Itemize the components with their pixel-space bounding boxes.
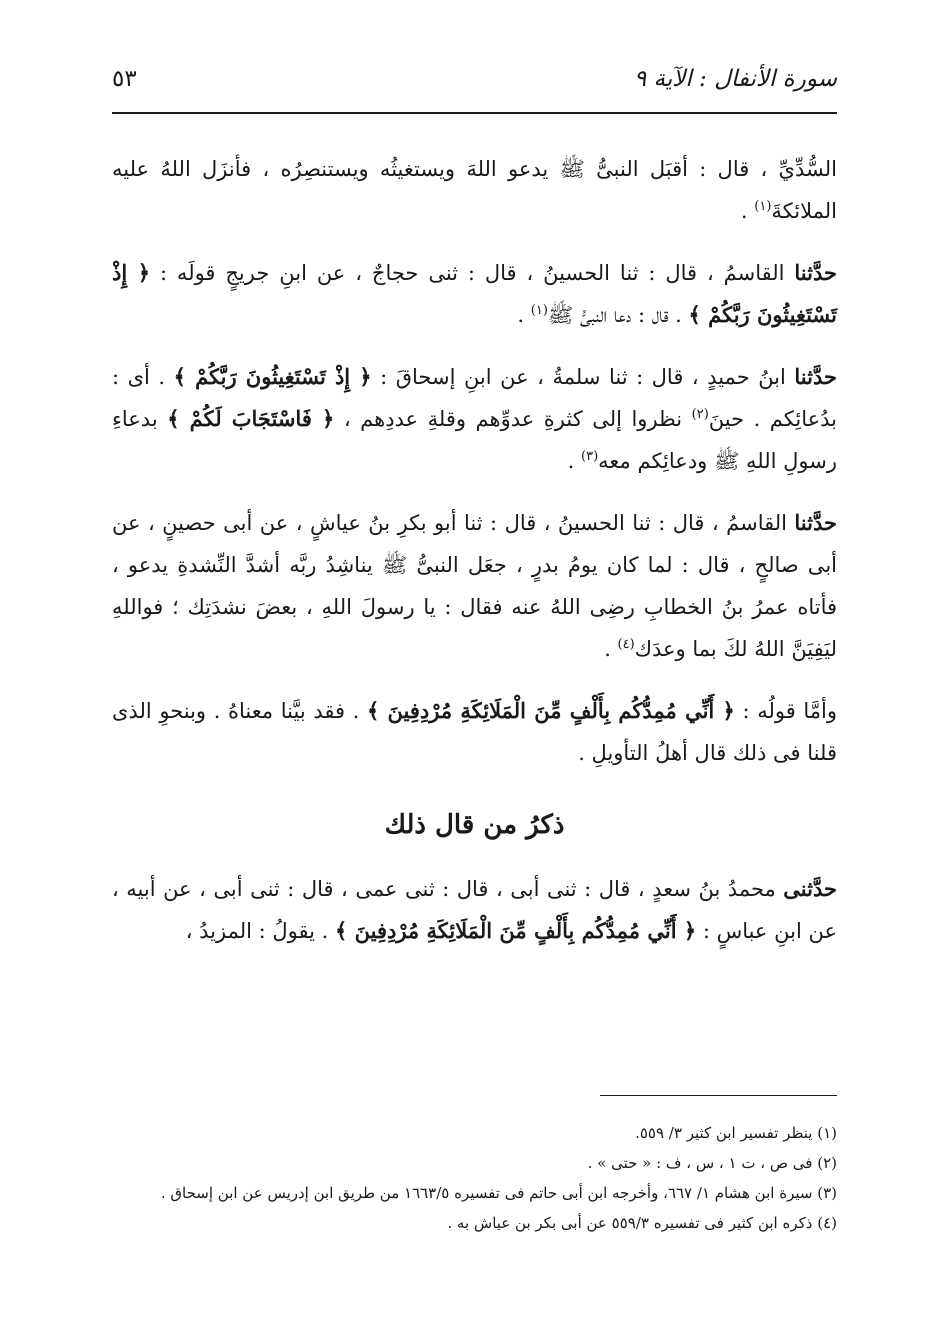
header-rule [112,112,837,114]
footnote-ref: (١) [530,303,548,318]
footnote-3: (٣) سيرة ابن هشام ١/ ٦٦٧، وأخرجه ابن أبى حاتم فى تفسيره ١٦٦٣/٥ من طريق ابن إدريس عن ابن إسحاق . [160,1184,837,1202]
isnad-lead: حدَّثنا [794,260,837,285]
footnote-4: (٤) ذكره ابن كثير فى تفسيره ٥٥٩/٣ عن أبى بكر بن عياش به . [447,1214,837,1232]
quran-quote: ﴿ إِذْ تَسْتَغِيثُونَ رَبَّكُمْ ﴾ [173,364,372,389]
footnote-ref: (٢) [691,407,709,422]
paragraph-text: السُّدِّيِّ ، قال : أقبَل النبىُّ ﷺ يدعو اللهَ ويستغيثُه ويستنصِرُه ، فأنزَل اللهُ عليه الملائكةَ [112,157,837,223]
paragraph-4 [112,502,837,670]
paragraph-text-2: . قال : دعا النبىُّ ﷺ [547,303,689,327]
footnote-rule [600,1095,837,1096]
paragraph-text: وأمَّا قولُه : [734,699,838,723]
paragraph-2 [112,252,837,336]
footnote-ref-2: (٣) [581,449,599,464]
footnote-1: (١) ينظر تفسير ابن كثير ٣/ ٥٥٩. [635,1124,837,1142]
paragraph-text-4: بدعاءِ رسولِ اللهِ ﷺ ودعائِكم معه [112,407,837,473]
quran-quote-2: ﴿ فَاسْتَجَابَ لَكُمْ ﴾ [167,406,335,431]
paragraph-text-2: . يقولُ : المزيدُ ، [185,919,336,943]
paragraph-text-3: نظروا إلى كثرةِ عدوِّهم وقلةِ عددِهم ، [334,407,692,431]
section-heading: ذكرُ من قال ذلك [384,810,565,840]
paragraph-end: . [604,637,618,661]
footnotes [112,1118,837,1238]
quran-quote: ﴿ أَنِّي مُمِدُّكُم بِأَلْفٍ مِّنَ الْمَلَائِكَةِ مُرْدِفِينَ ﴾ [335,918,697,943]
paragraph-text-2: . أى : بدُعائِكم . حينَ [112,365,837,431]
paragraph-6 [112,868,837,952]
running-title: سورة الأنفال : الآية ٩ [633,66,837,92]
paragraph-5 [112,690,837,774]
footnote-ref: (١) [754,199,772,214]
isnad-lead: حدَّثنى [783,876,837,901]
page-header [112,62,837,108]
page-number: ٥٣ [112,66,137,92]
paragraph-text: ابنُ حميدٍ ، قال : ثنا سلمةُ ، عن ابنِ إسحاقَ : [371,365,795,389]
paragraph-end: . [517,303,531,327]
footnote-ref: (٤) [617,637,635,652]
footnote-2: (٢) فى ص ، ت ١ ، س ، ف : « حتى » . [587,1154,837,1172]
paragraph-text-2: . فقد بيَّنا معناهُ . وبنحوِ الذى قلنا فى ذلك قال أهلُ التأويلِ . [112,699,837,765]
isnad-lead: حدَّثنا [794,510,837,535]
paragraph-3 [112,356,837,482]
paragraph-text: القاسمُ ، قال : ثنا الحسينُ ، قال : ثنى حجاجٌ ، عن ابنِ جريجٍ قولَه : [150,261,795,285]
paragraph-text: محمدُ بنُ سعدٍ ، قال : ثنى أبى ، قال : ثنى عمى ، قال : ثنى أبى ، عن أبيه ، عن ابنِ عباسٍ : [112,877,837,943]
main-text [112,148,837,972]
paragraph-end: . [567,449,582,473]
quran-quote: ﴿ أَنِّي مُمِدُّكُم بِأَلْفٍ مِّنَ الْمَلَائِكَةِ مُرْدِفِينَ ﴾ [366,698,735,723]
paragraph-1 [112,148,837,232]
isnad-lead: حدَّثنا [794,364,837,389]
quran-quote: ﴿ إِذْ تَسْتَغِيثُونَ رَبَّكُمْ ﴾ [112,260,837,327]
paragraph-text: القاسمُ ، قال : ثنا الحسينُ ، قال : ثنا أبو بكرِ بنُ عياشٍ ، عن أبى حصينٍ ، عن أبى صالحٍ ، قال : لما كان يومُ بدرٍ ، جعَل النبىُّ ﷺ يناشِدُ ربَّه أشدَّ النِّشدةِ يدعو ، فأتاه عمرُ بنُ الخطابِ رضِى اللهُ عنه فقال : يا رسولَ اللهِ ، بعضَ نشدَتِك ؛ فواللهِ ليَفِيَنَّ اللهُ لكَ بما وعدَك [112,511,837,661]
paragraph-end: . [740,199,755,223]
